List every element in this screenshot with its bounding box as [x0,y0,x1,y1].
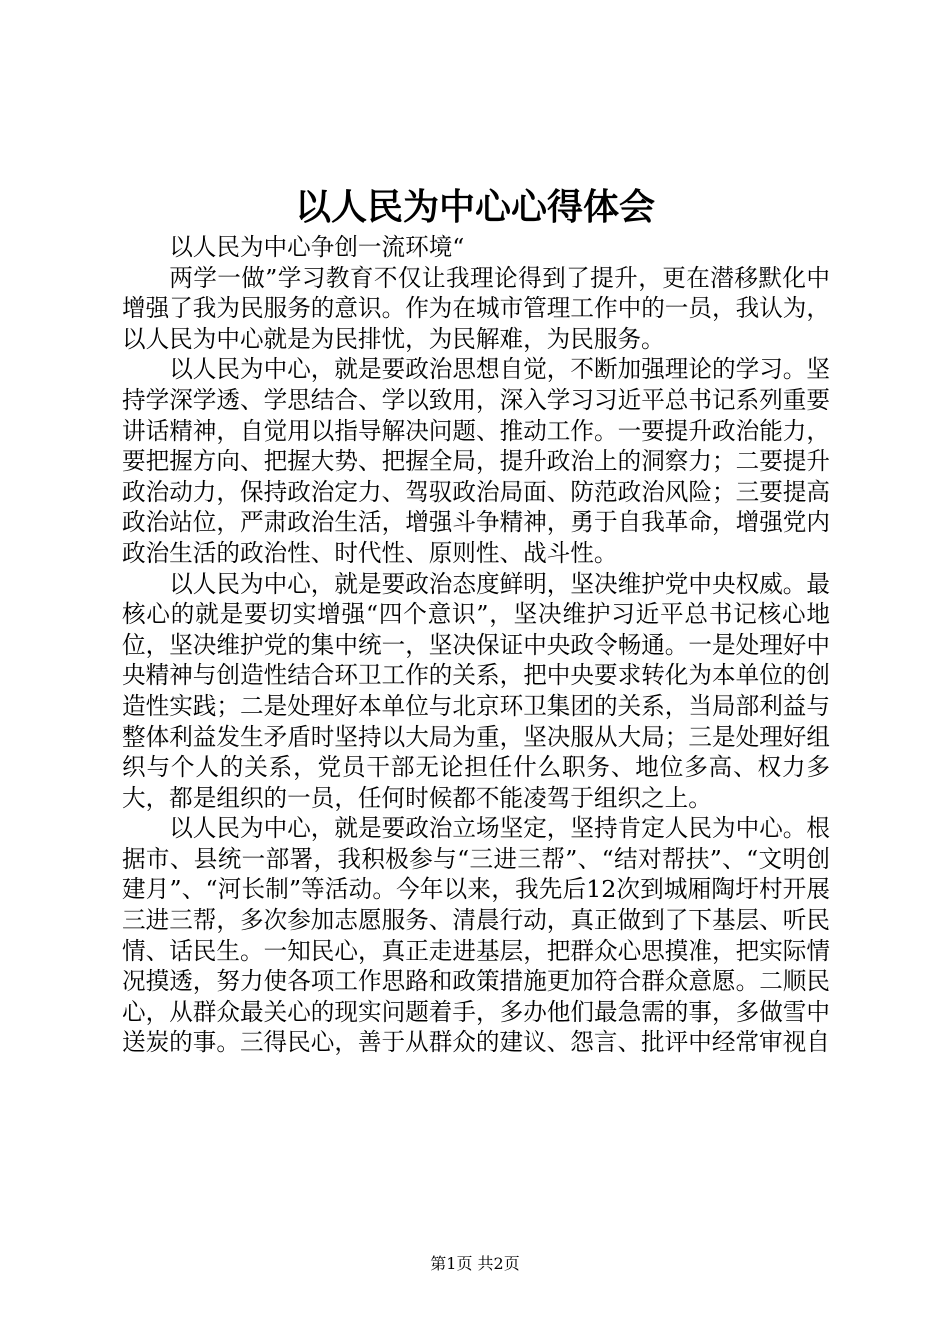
paragraph: 以人民为中心，就是要政治态度鲜明，坚决维护党中央权威。最核心的就是要切实增强“四个意识”，坚决维护习近平总书记核心地位，坚决维护党的集中统一，坚决保证中央政令畅通。一是处理好中央精神与创造性结合环卫工作的关系，把中央要求转化为本单位的创造性实践；二是处理好本单位与北京环卫集团的关系，当局部利益与整体利益发生矛盾时坚持以大局为重，坚决服从大局；三是处理好组织与个人的关系，党员干部无论担任什么职务、地位多高、权力多大，都是组织的一员，任何时候都不能凌驾于组织之上。 [122,569,830,812]
paragraph: 以人民为中心，就是要政治立场坚定，坚持肯定人民为中心。根据市、县统一部署，我积极参与“三进三帮”、“结对帮扶”、“文明创建月”、“河长制”等活动。今年以来，我先后12次到城厢陶圩村开展三进三帮，多次参加志愿服务、清晨行动，真正做到了下基层、听民情、话民生。一知民心，真正走进基层，把群众心思摸准，把实际情况摸透，努力使各项工作思路和政策措施更加符合群众意愿。二顺民心，从群众最关心的现实问题着手，多办他们最急需的事，多做雪中送炭的事。三得民心，善于从群众的建议、怨言、批评中经常审视自 [122,814,830,1057]
paragraph: 两学一做”学习教育不仅让我理论得到了提升，更在潜移默化中增强了我为民服务的意识。作为在城市管理工作中的一员，我认为，以人民为中心就是为民排忧，为民解难，为民服务。 [122,263,830,353]
document-body [122,232,830,1058]
page-footer: 第1页 共2页 [430,1254,520,1273]
document-title: 以人民为中心心得体会 [294,187,655,228]
paragraph: 以人民为中心，就是要政治思想自觉，不断加强理论的学习。坚持学深学透、学思结合、学以致用，深入学习习近平总书记系列重要讲话精神，自觉用以指导解决问题、推动工作。一要提升政治能力，要把握方向、把握大势、把握全局，提升政治上的洞察力；二要提升政治动力，保持政治定力、驾驭政治局面、防范政治风险；三要提高政治站位，严肃政治生活，增强斗争精神，勇于自我革命，增强党内政治生活的政治性、时代性、原则性、战斗性。 [122,355,830,567]
paragraph: 以人民为中心争创一流环境“ [169,233,465,261]
